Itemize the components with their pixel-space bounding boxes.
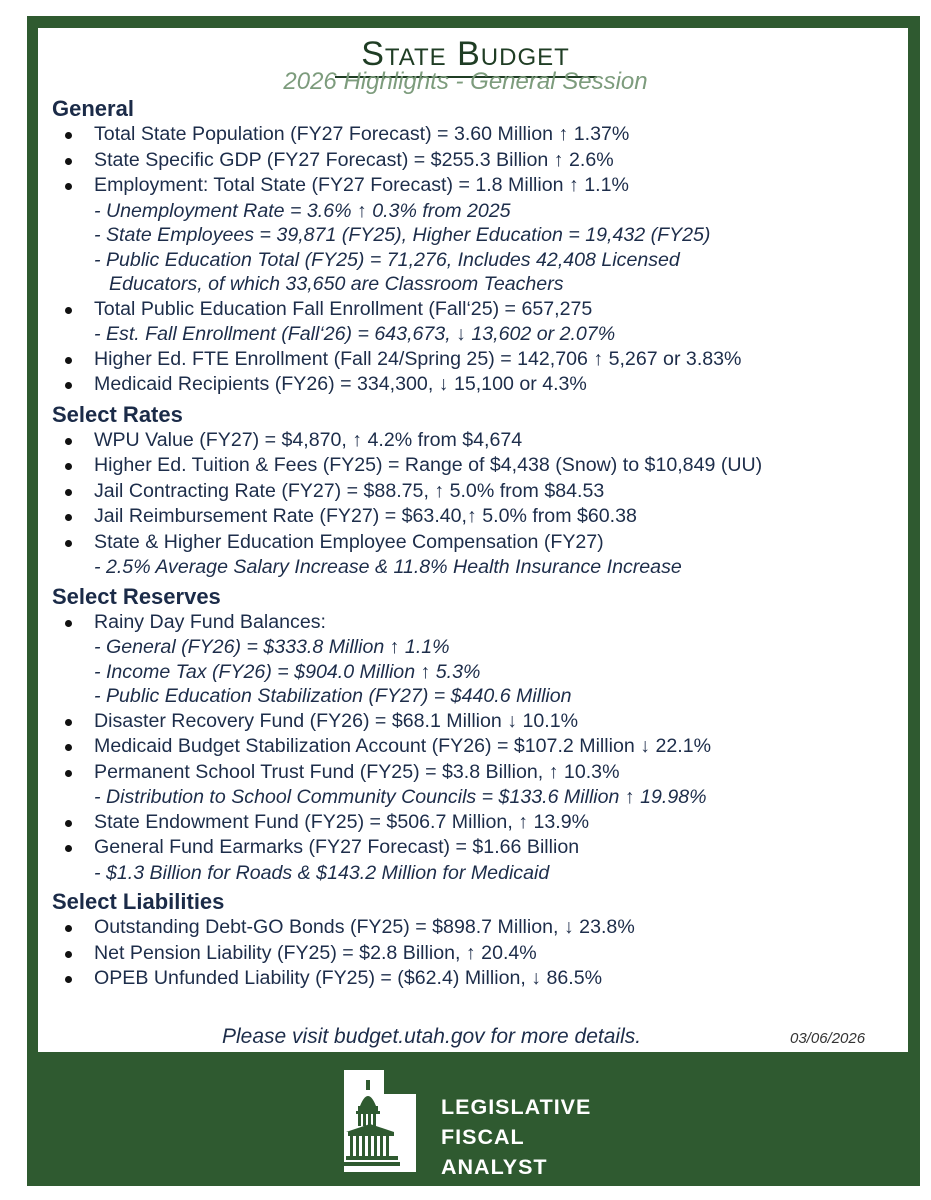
sub-item: - State Employees = 39,871 (FY25), Higher Education = 19,432 (FY25) (94, 224, 711, 246)
sub-item: - General (FY26) = $333.8 Million ↑ 1.1% (94, 636, 450, 658)
item-text: Jail Contracting Rate (FY27) = $88.75, ↑ 5.0% from $84.53 (94, 479, 605, 502)
agency-logo-text (441, 1092, 591, 1182)
publish-date: 03/06/2026 (790, 1030, 866, 1047)
logo-line: LEGISLATIVE (441, 1095, 592, 1119)
list-item (52, 297, 902, 347)
list-item (52, 173, 902, 297)
sub-item: Educators, of which 33,650 are Classroom Teachers (109, 273, 564, 295)
section-liabilities (52, 888, 902, 992)
capitol-dome-icon (340, 1066, 420, 1176)
item-text: Permanent School Trust Fund (FY25) = $3.8 Billion, ↑ 10.3% (94, 760, 620, 783)
item-text: Higher Ed. Tuition & Fees (FY25) = Range of $4,438 (Snow) to $10,849 (UU) (94, 454, 763, 476)
list-item (52, 734, 902, 760)
item-text: General Fund Earmarks (FY27 Forecast) = $1.66 Billion (94, 836, 580, 858)
item-text: Employment: Total State (FY27 Forecast) = 1.8 Million ↑ 1.1% (94, 174, 629, 196)
list-item (52, 760, 902, 810)
list-item (52, 347, 902, 373)
list-item (52, 610, 902, 709)
section-heading: General (52, 96, 134, 121)
list-item (52, 479, 902, 505)
list-item (52, 530, 902, 580)
section-heading: Select Reserves (52, 583, 221, 609)
sub-item: - 2.5% Average Salary Increase & 11.8% Health Insurance Increase (94, 556, 682, 578)
list-item (52, 428, 902, 454)
sub-item: - Distribution to School Community Councils = $133.6 Million ↑ 19.98% (94, 786, 707, 808)
item-text: Total State Population (FY27 Forecast) = 3.60 Million ↑ 1.37% (94, 123, 630, 145)
list-item (52, 453, 902, 479)
list-item (52, 709, 902, 735)
section-heading: Select Liabilities (52, 889, 225, 914)
sub-item: - Public Education Stabilization (FY27) = $440.6 Million (94, 685, 572, 707)
logo-line: ANALYST (441, 1155, 548, 1179)
list-item (52, 372, 902, 398)
section-general (52, 95, 902, 398)
item-text: Higher Ed. FTE Enrollment (Fall 24/Spring 25) = 142,706 ↑ 5,267 or 3.83% (94, 347, 742, 370)
bullet-list (52, 915, 902, 992)
sub-item: - Public Education Total (FY25) = 71,276, Includes 42,408 Licensed (94, 248, 680, 271)
highlights-content (52, 95, 902, 995)
item-text: State Specific GDP (FY27 Forecast) = $255.3 Billion ↑ 2.6% (94, 148, 614, 171)
item-text: Disaster Recovery Fund (FY26) = $68.1 Million ↓ 10.1% (94, 709, 579, 732)
sub-item: - Est. Fall Enrollment (Fall‘26) = 643,673, ↓ 13,602 or 2.07% (94, 323, 616, 345)
list-item (52, 915, 902, 941)
section-heading: Select Rates (52, 401, 183, 427)
website-link-note: Please visit budget.utah.gov for more details. (222, 1025, 642, 1048)
list-item (52, 122, 902, 148)
item-text: Medicaid Budget Stabilization Account (FY26) = $107.2 Million ↓ 22.1% (94, 735, 712, 757)
item-text: OPEB Unfunded Liability (FY25) = ($62.4) Million, ↓ 86.5% (94, 967, 603, 989)
item-text: Total Public Education Fall Enrollment (Fall‘25) = 657,275 (94, 297, 593, 320)
bullet-list (52, 610, 902, 886)
item-text: WPU Value (FY27) = $4,870, ↑ 4.2% from $4,674 (94, 428, 523, 451)
section-reserves (52, 583, 902, 886)
sub-item: - Income Tax (FY26) = $904.0 Million ↑ 5.3% (94, 660, 481, 683)
list-item (52, 835, 902, 885)
logo-line: FISCAL (441, 1125, 525, 1149)
list-item (52, 810, 902, 836)
bullet-list (52, 122, 902, 398)
section-rates (52, 401, 902, 580)
item-text: State & Higher Education Employee Compensation (FY27) (94, 530, 604, 553)
list-item (52, 966, 902, 992)
item-text: Net Pension Liability (FY25) = $2.8 Billion, ↑ 20.4% (94, 941, 537, 964)
item-text: Rainy Day Fund Balances: (94, 610, 326, 633)
sub-item: - Unemployment Rate = 3.6% ↑ 0.3% from 2025 (94, 199, 511, 222)
list-item (52, 504, 902, 530)
sub-item: - $1.3 Billion for Roads & $143.2 Million for Medicaid (94, 861, 550, 884)
item-text: Medicaid Recipients (FY26) = 334,300, ↓ 15,100 or 4.3% (94, 373, 587, 395)
list-item (52, 941, 902, 967)
item-text: State Endowment Fund (FY25) = $506.7 Million, ↑ 13.9% (94, 810, 590, 833)
page-subtitle: 2026 Highlights - General Session (283, 68, 648, 95)
item-text: Jail Reimbursement Rate (FY27) = $63.40,↑ 5.0% from $60.38 (94, 505, 637, 527)
list-item (52, 148, 902, 174)
item-text: Outstanding Debt-GO Bonds (FY25) = $898.7 Million, ↓ 23.8% (94, 916, 635, 938)
page-title-text: State Budget (361, 35, 570, 73)
bullet-list (52, 428, 902, 580)
